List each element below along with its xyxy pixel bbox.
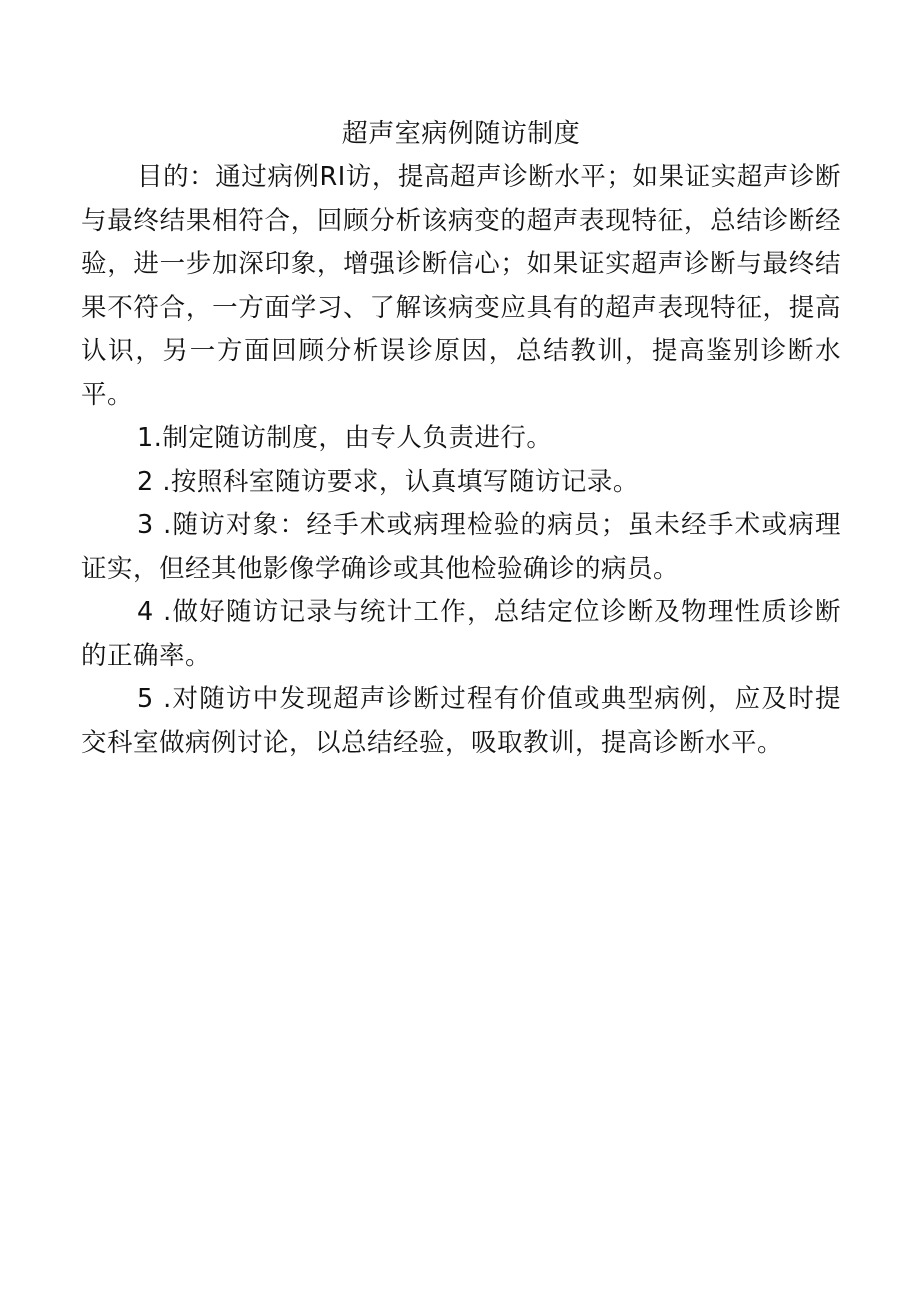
rule-item-3: 3 .随访对象：经手术或病理检验的病员；虽未经手术或病理证实，但经其他影像学确诊或其他检验确诊的病员。 <box>81 510 841 584</box>
purpose-paragraph: 目的：通过病例RI访，提高超声诊断水平；如果证实超声诊断与最终结果相符合，回顾分析该病变的超声表现特征，总结诊断经验，进一步加深印象，增强诊断信心；如果证实超声诊断与最终结果不符合，一方面学习、了解该病变应具有的超声表现特征，提高认识，另一方面回顾分析误诊原因，总结教训，提高鉴别诊断水平。 <box>81 162 841 410</box>
rule-item-5: 5 .对随访中发现超声诊断过程有价值或典型病例，应及时提交科室做病例讨论，以总结经验，吸取教训，提高诊断水平。 <box>81 684 841 758</box>
document-title: 超声室病例随访制度 <box>341 119 581 149</box>
rule-item-1: 1.制定随访制度，由专人负责进行。 <box>137 423 553 453</box>
document-page <box>81 112 841 765</box>
rule-item-4: 4 .做好随访记录与统计工作，总结定位诊断及物理性质诊断的正确率。 <box>81 597 841 671</box>
rule-item-2: 2 .按照科室随访要求，认真填写随访记录。 <box>137 466 639 497</box>
